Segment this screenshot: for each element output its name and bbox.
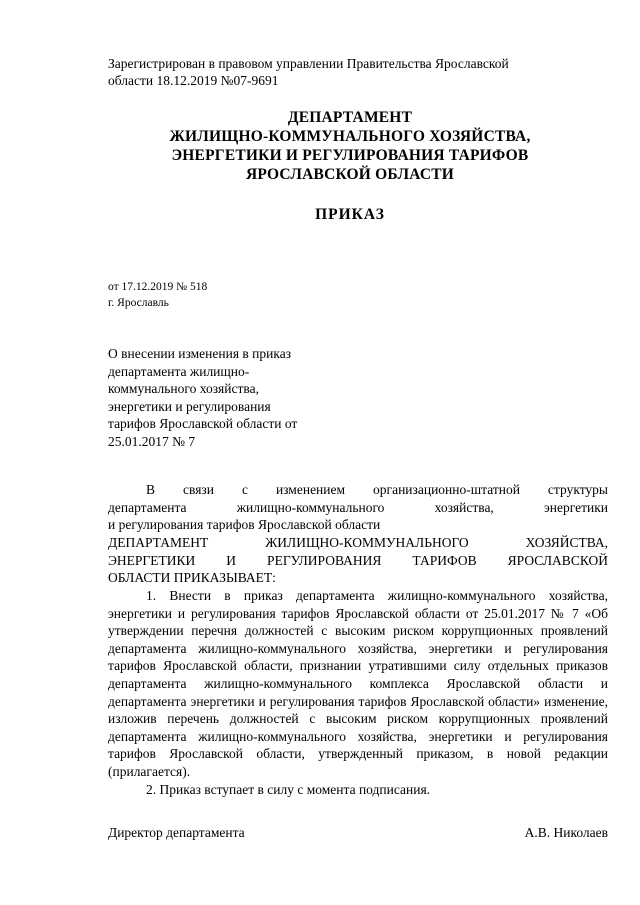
order-clause-line-1: ДЕПАРТАМЕНТ ЖИЛИЩНО-КОММУНАЛЬНОГО ХОЗЯЙСТВА, [108,535,608,550]
department-line-4: ЯРОСЛАВСКОЙ ОБЛАСТИ [245,166,455,183]
preamble-line-1: В связи с изменением организационно-штатной структуры [146,482,608,497]
order-item-1: 1. Внести в приказ департамента жилищно-коммунального хозяйства, энергетики и регулирования тарифов Ярославской области от 25.01.2017 № 7 «Об утверждении перечня должностей с высоким риском коррупционных проявлений департамента жилищно-коммунального хозяйства, энергетики и регулирования тарифов Ярославской области, признании утратившими силу отдельных приказов департамента жилищно-коммунального комплекса Ярославской области и департамента энергетики и регулирования тарифов Ярославской области» изменение, изложив перечень должностей с высоким риском коррупционных проявлений департамента жилищно-коммунального хозяйства, энергетики и регулирования тарифов Ярославской области, утвержденный приказом, в новой редакции (прилагается). [108,588,608,779]
department-line-1: ДЕПАРТАМЕНТ [287,109,413,126]
signatory-name: А.В. Николаев [524,825,608,840]
department-header [100,108,600,184]
department-line-3: ЭНЕРГЕТИКИ И РЕГУЛИРОВАНИЯ ТАРИФОВ [171,147,529,164]
preamble [108,481,608,534]
subject-line-4: энергетики и регулирования [108,398,271,414]
order-city: г. Ярославль [108,297,169,309]
subject-line-3: коммунального хозяйства, [108,381,259,397]
order-clause-line-2: ЭНЕРГЕТИКИ И РЕГУЛИРОВАНИЯ ТАРИФОВ ЯРОСЛАВСКОЙ [108,552,608,568]
order-item-2: 2. Приказ вступает в силу с момента подписания. [146,782,431,797]
order-title: ПРИКАЗ [315,206,385,223]
registration-note [108,55,568,89]
subject-line-2: департамента жилищно- [108,363,250,379]
subject-line-6: 25.01.2017 № 7 [108,433,196,449]
order-clause [108,534,608,587]
signature-block [108,825,608,841]
order-subject [108,345,328,451]
signatory-position: Директор департамента [108,825,245,840]
registration-line-1: Зарегистрирован в правовом управлении Правительства Ярославской [108,56,509,71]
preamble-line-3: и регулирования тарифов Ярославской области [108,517,381,533]
order-date-number: от 17.12.2019 № 518 [108,281,208,293]
preamble-line-2: департамента жилищно-коммунального хозяйства, энергетики [108,499,608,515]
department-line-2: ЖИЛИЩНО-КОММУНАЛЬНОГО ХОЗЯЙСТВА, [169,128,531,145]
subject-line-1: О внесении изменения в приказ [108,346,292,361]
registration-line-2: области 18.12.2019 №07-9691 [108,73,279,88]
subject-line-5: тарифов Ярославской области от [108,416,298,432]
order-clause-line-3: ОБЛАСТИ ПРИКАЗЫВАЕТ: [108,570,276,586]
order-meta [108,279,207,311]
